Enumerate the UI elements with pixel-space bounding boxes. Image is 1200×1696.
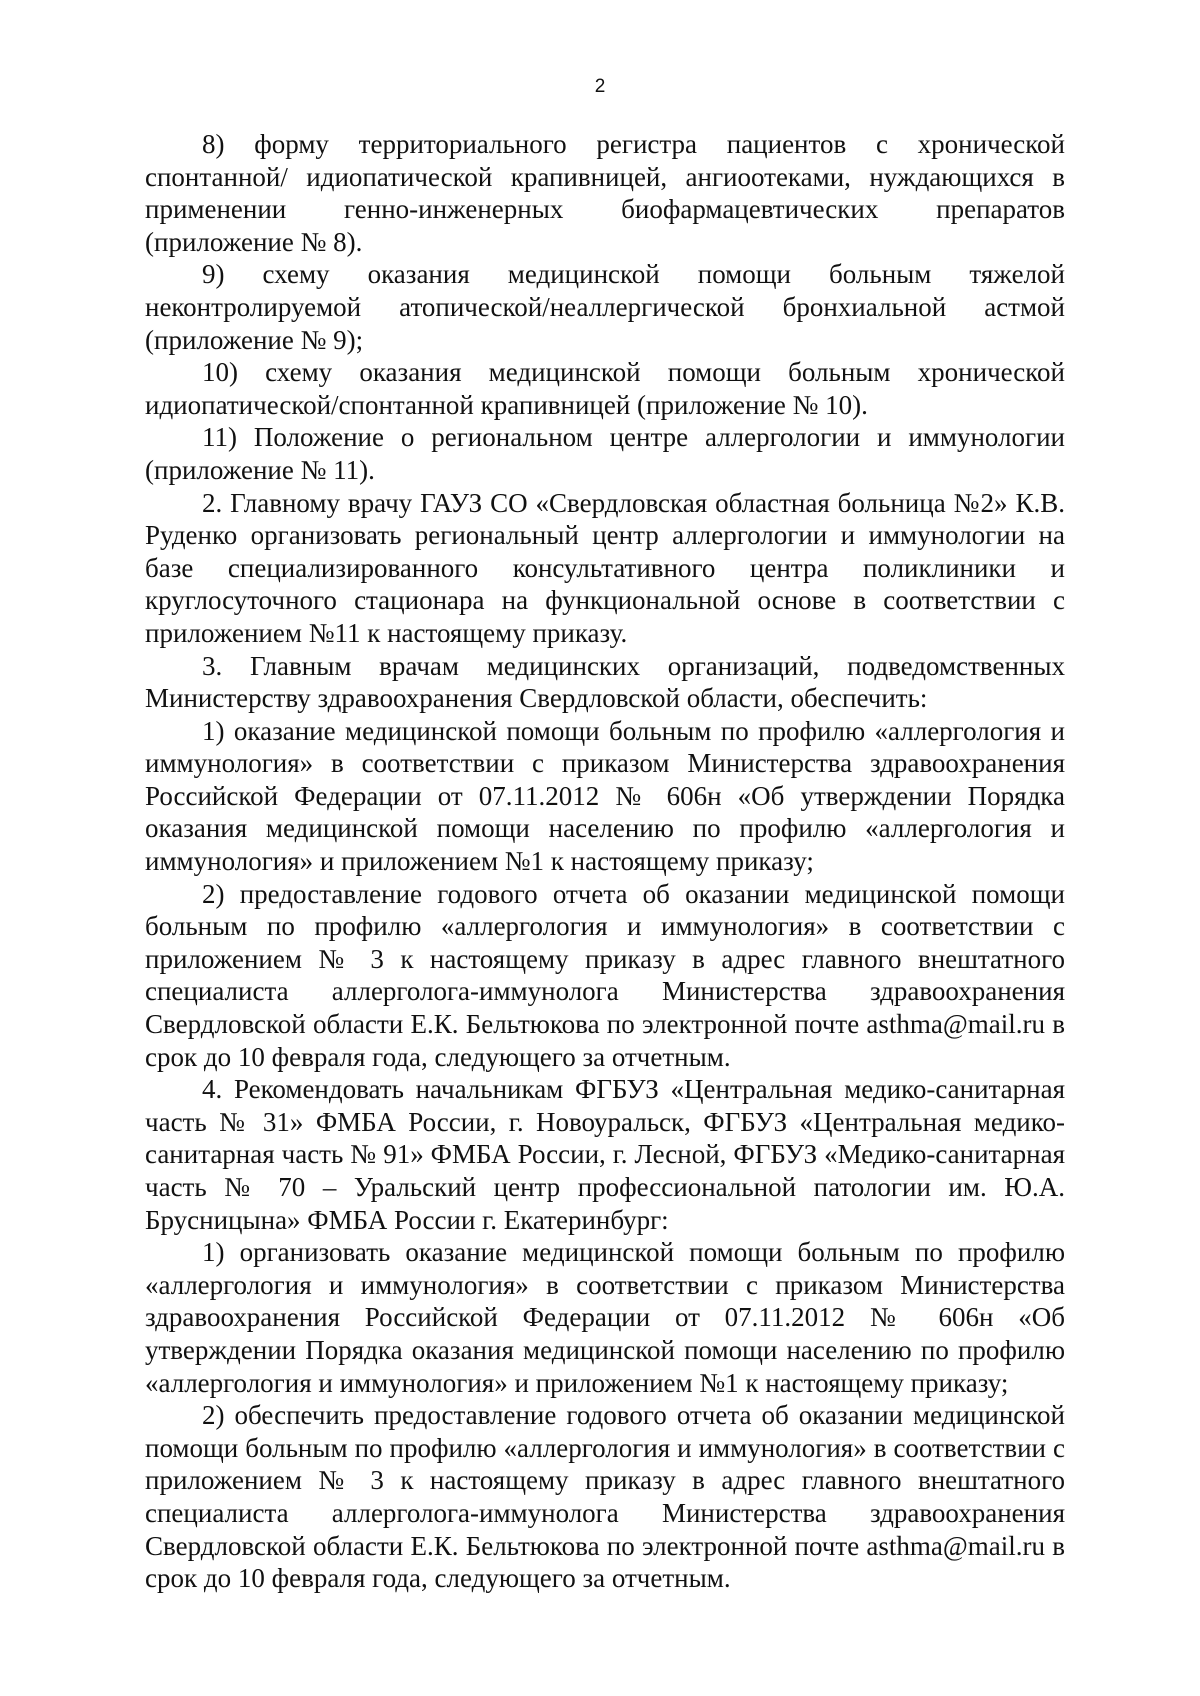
paragraph-clause-4: 4. Рекомендовать начальникам ФГБУЗ «Центральная медико-санитарная часть № 31» ФМБА России, г. Новоуральск, ФГБУЗ «Центральная медико-санитарная часть № 91» ФМБА России, г. Лесной, ФГБУЗ «Медико-санитарная часть № 70 – Уральский центр профессиональной патологии им. Ю.А. Брусницына» ФМБА России г. Екатеринбург: [145,1074,1065,1235]
document-body [145,128,1065,1595]
paragraph-item-9-asthma-scheme: 9) схему оказания медицинской помощи больным тяжелой неконтролируемой атопической/неаллергической бронхиальной астмой (приложение № 9); [145,259,1065,355]
page-number: 2 [594,76,606,97]
paragraph-clause-4-item-1: 1) организовать оказание медицинской помощи больным по профилю «аллергология и иммунология» в соответствии с приказом Министерства здравоохранения Российской Федерации от 07.11.2012 № 606н «Об утверждении Порядка оказания медицинской помощи населению по профилю «аллергология и иммунология» и приложением №1 к настоящему приказу; [145,1237,1065,1398]
paragraph-item-11-regional-center-regulation: 11) Положение о региональном центре аллергологии и иммунологии (приложение № 11). [145,422,1065,485]
paragraph-clause-4-item-2: 2) обеспечить предоставление годового отчета об оказании медицинской помощи больным по профилю «аллергология и иммунология» в соответствии с приложением № 3 к настоящему приказу в адрес главного внештатного специалиста аллерголога-иммунолога Министерства здравоохранения Свердловской области Е.К. Бельтюкова по электронной почте asthma@mail.ru в срок до 10 февраля года, следующего за отчетным. [145,1400,1065,1594]
paragraph-clause-3: 3. Главным врачам медицинских организаций, подведомственных Министерству здравоохранения Свердловской области, обеспечить: [145,650,1065,714]
paragraph-clause-3-item-1: 1) оказание медицинской помощи больным по профилю «аллергология и иммунология» в соответствии с приказом Министерства здравоохранения Российской Федерации от 07.11.2012 № 606н «Об утверждении Порядка оказания медицинской помощи населению по профилю «аллергология и иммунология» и приложением №1 к настоящему приказу; [145,715,1065,877]
paragraph-clause-3-item-2: 2) предоставление годового отчета об оказании медицинской помощи больным по профилю «аллергология и иммунология» в соответствии с приложением № 3 к настоящему приказу в адрес главного внештатного специалиста аллерголога-иммунолога Министерства здравоохранения Свердловской области Е.К. Бельтюкова по электронной почте asthma@mail.ru в срок до 10 февраля года, следующего за отчетным. [145,878,1065,1072]
paragraph-item-8-registry-form: 8) форму территориального регистра пациентов с хронической спонтанной/ идиопатической крапивницей, ангиоотеками, нуждающихся в применении генно-инженерных биофармацевтических препаратов (приложение № 8). [145,129,1065,257]
paragraph-item-10-urticaria-scheme: 10) схему оказания медицинской помощи больным хронической идиопатической/спонтанной крапивницей (приложение № 10). [145,357,1065,420]
paragraph-clause-2: 2. Главному врачу ГАУЗ СО «Свердловская областная больница №2» К.В. Руденко организовать региональный центр аллергологии и иммунологии на базе специализированного консультативного центра поликлиники и круглосуточного стационара на функциональной основе в соответствии с приложением №11 к настоящему приказу. [145,487,1065,648]
